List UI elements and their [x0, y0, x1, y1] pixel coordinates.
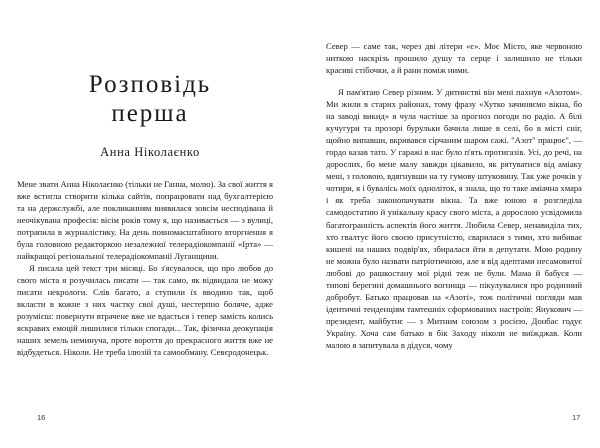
page-number: 17: [572, 413, 581, 422]
paragraph: Я писала цей текст три місяці. Бо з'ясувалося, що про любов до свого міста я розучилась писати — так само, як відвидала не можу писати некрологи. Слів багато, а ступили їх вводино так, щоб вкласти в кожне з них частку свої душі, нестерпно боляче, адже розумієш: повернути втрачене вже не вдасться і тепер замість колись яскравих емоцій лишилися тільки спогади... Так, фізична деокупація наших земель неминуча, проте вороття до прекрасного життя вже не відбудеться. Ніколи. Не треба ілюзій та самообману. Севєродонецьк.: [17, 263, 273, 358]
author-name: Анна Ніколаєнко: [100, 145, 200, 159]
right-paragraph-block-2: [326, 86, 582, 351]
story-title-line1: Розповідь: [88, 71, 212, 98]
paragraph: Север — саме так, через дві літери «є». Моє Місто, яке червоною ниткою наскрізь прошило душу та серце і залишило не тільки красиві стібочки, а й рани поміж ними.: [326, 41, 582, 76]
story-title-line2: перша: [111, 100, 189, 127]
right-paragraph-block-1: [326, 40, 582, 76]
left-paragraph-block-2: [17, 262, 273, 358]
page-number: 16: [37, 413, 46, 422]
paragraph: Мене звати Анна Ніколаєнко (тільки не Ганна, молю). За свої життя я вже встигла створити кілька сайтів, попрацювати над бухгалтерією та на держслужбі, але покликанням виявилася зовсім несподівана й неочікувана професія: вісім років тому я, що називається — з вулиці, потрапила в журналістику. На день повномасштабного вторгнення я була головною редакторкою незалежної телерадіокомпанії «Ірта» — найкращої регіональної телерадіокомпанії Луганщини.: [17, 179, 273, 262]
paragraph: Я пам'ятаю Север різним. У дитинстві він мені пахнув «Азотом». Ми жили в старих районах, тому фразу «Хутко зачиняємо вікна, бо на заводі викид» я чула частіше за прогноз погоди по радіо. А білі кучугури та прозорі бурульки бачила лише в селі, бо в місті сніг, щойно випавши, вкривався сірчаним шаром сажі. "Азот" працює", — гордо казав тато. У гаражі в нас було п'ять протигазів. Усі, до речі, на дорослих, бо мене малу завжди цікавило, як рятуватися від аміаку мені, з головою, вдягнувши на ту гумову штуковину. Так уже рочків у чотири, я і бувалісь моїх одноліток, я знала, що то таке аміачна хмара і як треба законопачувати вікна. Та вже юною я розгледіла самодостатню й унікальну красу свого міста, а дорослою усвідомила багатогранність аспектів його життя. Любила Север, ненавиділа тих, хто гвалтує його своєю присутністю, сварилася з тими, хто вибиває кишені на наших подвір'ях, збиралася йти в депутати. Мою родину не можна було назвати патріотичною, але я від адептами несамовитої любові до рашкостану мої рідні теж не були. Мама й бабуся — типові берегині домашнього вогнища — пікулувалися про родинний добробут. Батько працював на «Азоті», тож політичні погляди мав ідентичні тенденціям тамтешніх сформованих настроїв: Янукович — президент, майбутнє — з Митним союзом з росією, Донбас годує Україну. Хоча сам батько в бік Заходу ніколи не виїжджав. Коли малою я запитувала в дідуся, чому: [326, 87, 582, 350]
right-page: [300, 0, 600, 448]
left-paragraph-block-1: [17, 178, 273, 262]
